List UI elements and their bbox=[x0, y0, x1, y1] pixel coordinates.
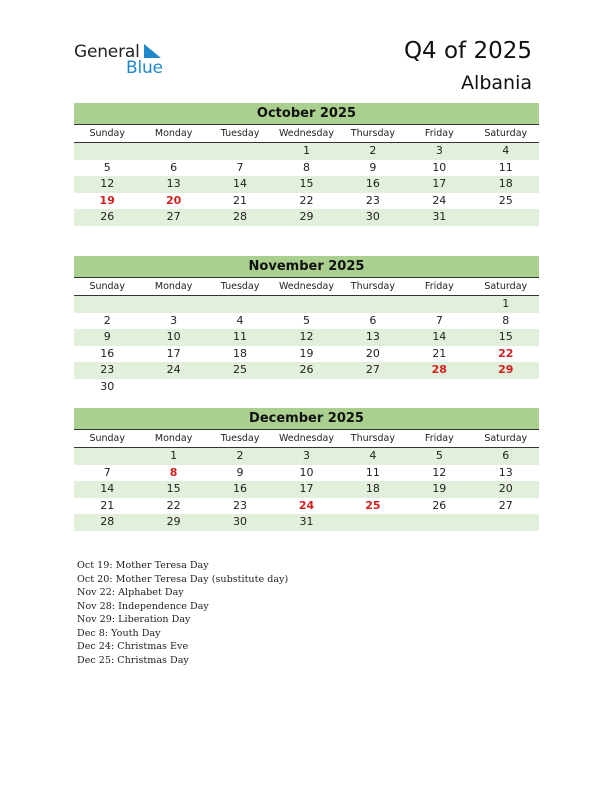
day-cell bbox=[74, 143, 140, 160]
weekday-label: Wednesday bbox=[278, 128, 334, 139]
weekday-label: Monday bbox=[154, 281, 193, 292]
day-cell: 27 bbox=[166, 210, 181, 223]
day-cell: 19 bbox=[432, 482, 447, 495]
holiday-day-cell: 28 bbox=[431, 363, 447, 376]
logo bbox=[74, 42, 174, 78]
weekday-label: Tuesday bbox=[220, 128, 260, 139]
day-cell: 11 bbox=[365, 465, 380, 479]
holiday-day-cell: 19 bbox=[99, 193, 115, 207]
day-cell: 30 bbox=[100, 379, 115, 393]
logo-text-blue: Blue bbox=[126, 58, 163, 78]
holiday-note: Oct 19: Mother Teresa Day bbox=[77, 560, 209, 571]
day-cell: 15 bbox=[166, 482, 181, 495]
week-row bbox=[74, 160, 539, 177]
day-cell: 11 bbox=[498, 160, 513, 174]
day-cell bbox=[473, 514, 539, 531]
day-cell: 17 bbox=[299, 482, 314, 495]
weekday-label: Monday bbox=[154, 433, 193, 444]
holiday-note: Nov 29: Liberation Day bbox=[77, 614, 191, 625]
day-cell: 14 bbox=[233, 177, 248, 190]
day-cell: 26 bbox=[432, 498, 447, 512]
day-cell: 11 bbox=[233, 330, 248, 343]
day-cell: 14 bbox=[432, 330, 447, 343]
day-cell bbox=[340, 296, 406, 313]
day-cell: 16 bbox=[233, 482, 248, 495]
week-row bbox=[74, 514, 539, 531]
weekday-label: Wednesday bbox=[278, 433, 334, 444]
logo-text-general: General bbox=[74, 42, 140, 62]
day-cell: 21 bbox=[233, 193, 248, 207]
day-cell: 26 bbox=[100, 210, 115, 223]
weekday-label: Saturday bbox=[484, 281, 528, 292]
page-title: Q4 of 2025 bbox=[403, 38, 532, 64]
day-cell: 1 bbox=[302, 144, 310, 157]
holiday-day-cell: 8 bbox=[169, 465, 178, 479]
day-cell: 4 bbox=[369, 449, 377, 462]
week-row bbox=[74, 296, 539, 313]
week-row bbox=[74, 193, 539, 210]
day-cell: 6 bbox=[170, 160, 178, 174]
weekday-label: Tuesday bbox=[220, 433, 260, 444]
day-cell: 7 bbox=[236, 160, 244, 174]
day-cell: 27 bbox=[365, 363, 380, 376]
month-calendar-november bbox=[74, 256, 539, 395]
day-cell: 1 bbox=[170, 449, 178, 462]
day-cell bbox=[74, 296, 140, 313]
holiday-day-cell: 29 bbox=[498, 363, 514, 376]
week-row bbox=[74, 329, 539, 346]
day-cell: 6 bbox=[502, 449, 510, 462]
day-cell: 31 bbox=[299, 515, 314, 528]
weekday-header-row bbox=[74, 278, 539, 296]
weekday-label: Sunday bbox=[89, 128, 125, 139]
day-cell: 21 bbox=[432, 346, 447, 360]
week-row bbox=[74, 448, 539, 465]
week-row bbox=[74, 176, 539, 193]
day-cell bbox=[207, 296, 273, 313]
day-cell: 26 bbox=[299, 363, 314, 376]
holiday-day-cell: 20 bbox=[165, 193, 182, 207]
day-cell: 3 bbox=[435, 144, 443, 157]
day-cell: 17 bbox=[432, 177, 447, 190]
day-cell: 22 bbox=[299, 193, 314, 207]
day-cell: 25 bbox=[233, 363, 248, 376]
day-cell: 8 bbox=[502, 313, 510, 327]
week-row bbox=[74, 362, 539, 379]
day-cell: 5 bbox=[103, 160, 111, 174]
weekday-label: Wednesday bbox=[278, 281, 334, 292]
day-cell: 9 bbox=[103, 330, 111, 343]
weekday-label: Thursday bbox=[350, 128, 395, 139]
day-cell: 18 bbox=[365, 482, 380, 495]
week-row bbox=[74, 209, 539, 226]
week-row bbox=[74, 379, 539, 396]
day-cell: 9 bbox=[369, 160, 377, 174]
week-row bbox=[74, 465, 539, 482]
day-cell: 30 bbox=[233, 515, 248, 528]
day-cell bbox=[406, 514, 472, 531]
week-row bbox=[74, 143, 539, 160]
holiday-day-cell: 22 bbox=[498, 346, 514, 360]
day-cell: 8 bbox=[302, 160, 310, 174]
day-cell bbox=[207, 143, 273, 160]
day-cell: 28 bbox=[100, 515, 115, 528]
weekday-label: Sunday bbox=[89, 433, 125, 444]
day-cell: 10 bbox=[299, 465, 314, 479]
weekday-label: Tuesday bbox=[220, 281, 260, 292]
day-cell: 30 bbox=[365, 210, 380, 223]
day-cell: 5 bbox=[435, 449, 443, 462]
day-cell bbox=[340, 514, 406, 531]
day-cell: 13 bbox=[166, 177, 181, 190]
weekday-label: Monday bbox=[154, 128, 193, 139]
day-cell: 25 bbox=[498, 193, 513, 207]
day-cell: 15 bbox=[299, 177, 314, 190]
holiday-note: Dec 8: Youth Day bbox=[77, 627, 161, 639]
holiday-note: Nov 22: Alphabet Day bbox=[77, 587, 184, 598]
day-cell: 7 bbox=[435, 313, 443, 327]
day-cell: 15 bbox=[498, 330, 513, 343]
day-cell bbox=[406, 379, 472, 396]
month-title: October 2025 bbox=[74, 103, 539, 125]
country-name: Albania bbox=[461, 72, 532, 94]
day-cell: 24 bbox=[166, 363, 181, 376]
day-cell: 1 bbox=[502, 297, 510, 310]
day-cell: 7 bbox=[103, 465, 111, 479]
holiday-day-cell: 24 bbox=[298, 498, 315, 512]
weekday-header-row bbox=[74, 430, 539, 448]
day-cell: 2 bbox=[236, 449, 244, 462]
holiday-note: Nov 28: Independence Day bbox=[77, 600, 209, 612]
holiday-day-cell: 25 bbox=[365, 498, 381, 512]
week-row bbox=[74, 313, 539, 330]
month-calendar-october bbox=[74, 103, 539, 226]
day-cell: 29 bbox=[166, 515, 181, 528]
day-cell: 10 bbox=[432, 160, 447, 174]
day-cell bbox=[140, 379, 206, 396]
day-cell: 17 bbox=[166, 346, 181, 360]
day-cell: 31 bbox=[432, 210, 447, 223]
month-title: November 2025 bbox=[74, 256, 539, 278]
day-cell bbox=[140, 296, 206, 313]
week-row bbox=[74, 498, 539, 515]
day-cell: 24 bbox=[432, 193, 447, 207]
day-cell: 12 bbox=[299, 330, 314, 343]
month-calendar-december bbox=[74, 408, 539, 531]
day-cell bbox=[273, 296, 339, 313]
day-cell: 9 bbox=[236, 465, 244, 479]
day-cell: 4 bbox=[236, 313, 244, 327]
day-cell: 18 bbox=[233, 346, 248, 360]
weekday-label: Saturday bbox=[484, 128, 528, 139]
day-cell bbox=[140, 143, 206, 160]
day-cell: 2 bbox=[369, 144, 377, 157]
day-cell: 23 bbox=[365, 193, 380, 207]
day-cell bbox=[340, 379, 406, 396]
day-cell: 27 bbox=[498, 498, 513, 512]
weekday-label: Friday bbox=[424, 128, 454, 139]
week-row bbox=[74, 481, 539, 498]
week-row bbox=[74, 346, 539, 363]
day-cell: 23 bbox=[233, 498, 248, 512]
day-cell: 22 bbox=[166, 498, 181, 512]
day-cell: 29 bbox=[299, 210, 314, 223]
day-cell: 4 bbox=[502, 144, 510, 157]
day-cell: 20 bbox=[498, 482, 513, 495]
day-cell bbox=[74, 448, 140, 465]
day-cell: 21 bbox=[100, 498, 115, 512]
logo-triangle-icon bbox=[142, 44, 162, 60]
month-title: December 2025 bbox=[74, 408, 539, 430]
day-cell: 16 bbox=[100, 346, 115, 360]
day-cell: 2 bbox=[103, 313, 111, 327]
weekday-header-row bbox=[74, 125, 539, 143]
day-cell: 10 bbox=[166, 330, 181, 343]
weekday-label: Thursday bbox=[350, 433, 395, 444]
day-cell: 28 bbox=[233, 210, 248, 223]
weekday-label: Thursday bbox=[350, 281, 395, 292]
weekday-label: Sunday bbox=[89, 281, 125, 292]
day-cell: 16 bbox=[365, 177, 380, 190]
day-cell bbox=[473, 209, 539, 226]
day-cell: 3 bbox=[302, 449, 310, 462]
day-cell: 6 bbox=[369, 313, 377, 327]
weekday-label: Saturday bbox=[484, 433, 528, 444]
day-cell: 12 bbox=[100, 177, 115, 190]
day-cell bbox=[207, 379, 273, 396]
day-cell: 3 bbox=[170, 313, 178, 327]
holiday-note: Dec 25: Christmas Day bbox=[77, 654, 189, 666]
day-cell bbox=[406, 296, 472, 313]
day-cell: 18 bbox=[498, 177, 513, 190]
day-cell: 14 bbox=[100, 482, 115, 495]
day-cell: 19 bbox=[299, 346, 314, 360]
day-cell: 23 bbox=[100, 363, 115, 376]
day-cell: 13 bbox=[365, 330, 380, 343]
day-cell: 12 bbox=[432, 465, 447, 479]
day-cell bbox=[273, 379, 339, 396]
day-cell: 20 bbox=[365, 346, 380, 360]
weekday-label: Friday bbox=[424, 281, 454, 292]
day-cell: 5 bbox=[302, 313, 310, 327]
weekday-label: Friday bbox=[424, 433, 454, 444]
holiday-notes bbox=[77, 559, 288, 667]
day-cell: 13 bbox=[498, 465, 513, 479]
holiday-note: Oct 20: Mother Teresa Day (substitute day) bbox=[77, 573, 289, 585]
holiday-note: Dec 24: Christmas Eve bbox=[77, 641, 189, 652]
day-cell bbox=[473, 379, 539, 396]
